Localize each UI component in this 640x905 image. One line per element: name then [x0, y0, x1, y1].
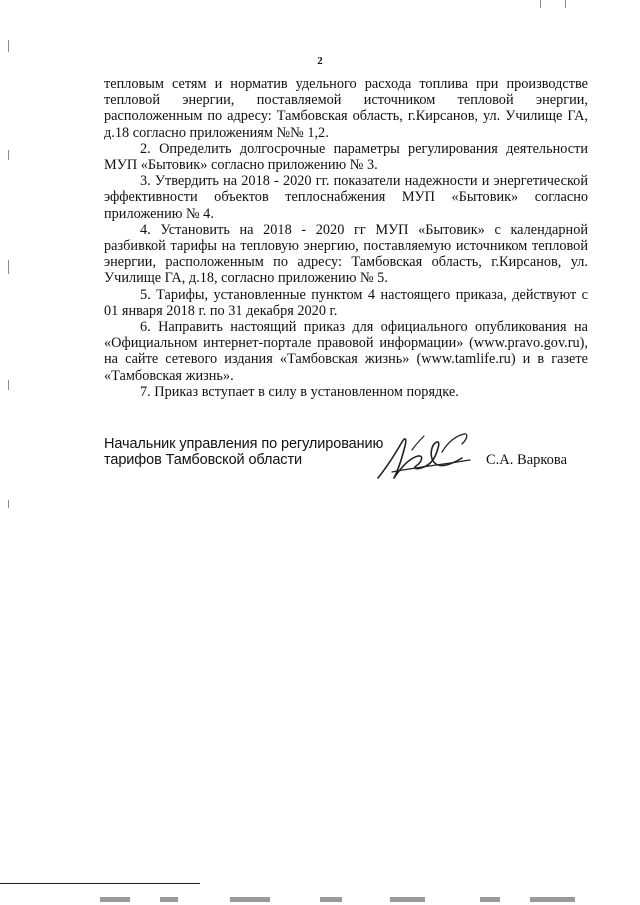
scan-artifact-left [8, 40, 9, 52]
scan-artifact-left [8, 500, 9, 508]
scan-artifact-left [8, 150, 9, 160]
paragraph-item-4: 4. Установить на 2018 - 2020 гг МУП «Бытовик» с календарной разбивкой тарифы на тепловую энергию, поставляемую источником тепловой энергии, расположенным по адресу: Тамбовская область, г.Кирсанов, ул. Училище ГА, д.18, согласно приложению № 5. [104, 221, 588, 287]
document-body [104, 76, 588, 400]
scan-artifact-top [565, 0, 566, 8]
paragraph-item-6: 6. Направить настоящий приказ для официального опубликования на «Официальном интернет-портале правовой информации» (www.pravo.gov.ru), на сайте сетевого издания «Тамбовская жизнь» (www.tamlife.ru) и в газете «Тамбовская жизнь». [104, 319, 588, 384]
handwritten-signature [372, 428, 482, 484]
footer-rule [0, 883, 200, 884]
paragraph-item-5: 5. Тарифы, установленные пунктом 4 настоящего приказа, действуют с 01 января 2018 г. по 31 декабря 2020 г. [104, 286, 588, 319]
scan-artifact-left [8, 260, 9, 274]
scan-artifact-top [540, 0, 541, 8]
page-number: 2 [317, 55, 323, 67]
paragraph-continuation: тепловым сетям и норматив удельного расхода топлива при производстве тепловой энергии, поставляемой источником тепловой энергии, расположенным по адресу: Тамбовская область, г.Кирсанов, ул. Училище ГА, д.18 согласно приложениям №№ 1,2. [104, 76, 588, 141]
scan-artifact-bottom [90, 897, 610, 905]
paragraph-item-2: 2. Определить долгосрочные параметры регулирования деятельности МУП «Бытовик» согласно приложению № 3. [104, 140, 588, 174]
signature-block [104, 436, 604, 496]
paragraph-item-7: 7. Приказ вступает в силу в установленном порядке. [140, 383, 459, 400]
paragraph-item-3: 3. Утвердить на 2018 - 2020 гг. показатели надежности и энергетической эффективности объектов теплоснабжения МУП «Бытовик» согласно приложению № 4. [104, 173, 588, 222]
signatory-name: С.А. Варкова [486, 452, 568, 468]
signatory-title: Начальник управления по регулированию тарифов Тамбовской области [104, 436, 384, 468]
scan-artifact-left [8, 380, 9, 390]
